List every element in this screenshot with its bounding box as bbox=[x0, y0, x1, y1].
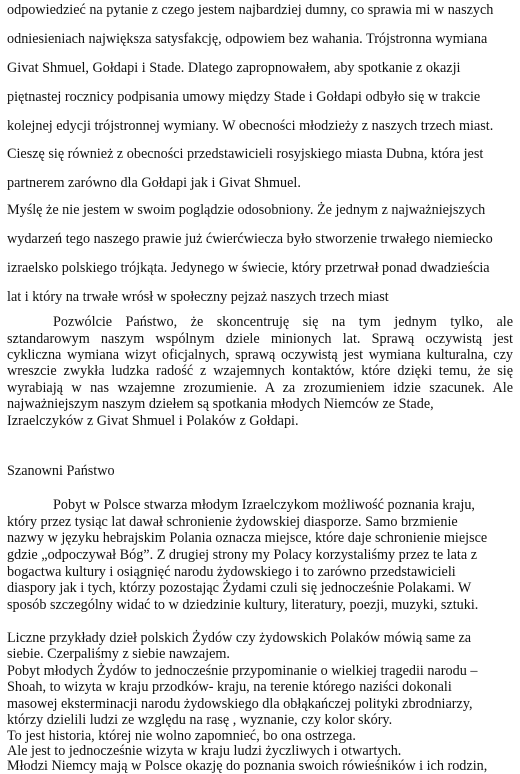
text-line: kolejnej edycji trójstronnej wymiany. W obecności młodzieży z naszych trzech miast. bbox=[7, 118, 494, 134]
text-line: który przez tysiąc lat dawał schronienie żydowskiej diasporze. Samo brzmienie bbox=[7, 514, 458, 530]
text-line: Izraelczyków z Givat Shmuel i Polaków z Gołdapi. bbox=[7, 413, 299, 429]
text-line: Młodzi Niemcy mają w Polsce okazję do poznania swoich rówieśników i ich rodzin, bbox=[7, 758, 488, 774]
text-line: sztandarowym naszym wspólnym dziele minionych lat. Sprawą oczywistą jest bbox=[7, 331, 513, 347]
text-line: sposób szczególny widać to w dziedzinie kultury, literatury, poezji, muzyki, sztuki. bbox=[7, 597, 479, 613]
text-line: Givat Shmuel, Gołdapi i Stade. Dlatego zapropnowałem, aby spotkanie z okazji bbox=[7, 60, 461, 76]
text-line: nazwy w języku hebrajskim Polania oznacza miejsce, które daje schronienie miejsce bbox=[7, 530, 488, 546]
text-line: Pobyt młodych Żydów to jednocześnie przypominanie o wielkiej tragedii narodu – bbox=[7, 663, 478, 679]
text-line: Cieszę się również z obecności przedstawicieli rosyjskiego miasta Dubna, która jest bbox=[7, 146, 484, 162]
salutation: Szanowni Państwo bbox=[7, 463, 115, 479]
text-line: partnerem zarówno dla Gołdapi jak i Givat Shmuel. bbox=[7, 175, 301, 191]
text-line: wydarzeń tego naszego prawie już ćwierćwiecza było stworzenie trwałego niemiecko bbox=[7, 231, 493, 247]
text-line: najważniejszym naszym dziełem są spotkania młodych Niemców ze Stade, bbox=[7, 396, 434, 412]
text-line: lat i który na trwałe wrósł w społeczny pejzaż naszych trzech miast bbox=[7, 289, 389, 305]
text-line: wyrabiają w nas wzajemne zrozumienie. A za zrozumieniem idzie szacunek. Ale bbox=[7, 380, 513, 396]
text-line: Ale jest to jednocześnie wizyta w kraju ludzi życzliwych i otwartych. bbox=[7, 743, 402, 759]
text-line: Myślę że nie jestem w swoim poglądzie odosobniony. Że jednym z najważniejszych bbox=[7, 202, 486, 218]
text-line: Pozwólcie Państwo, że skoncentruję się na tym jednym tylko, ale bbox=[53, 314, 513, 330]
text-line: gdzie „odpoczywał Bóg”. Z drugiej strony my Polacy korzystaliśmy przez te lata z bbox=[7, 547, 478, 563]
text-line: Shoah, to wizyta w kraju przodków- kraju, na terenie którego naziści dokonali bbox=[7, 679, 452, 695]
text-line: izraelsko polskiego trójkąta. Jedynego w świecie, który przetrwał ponad dwadzieścia bbox=[7, 260, 490, 276]
text-line: masowej eksterminacji narodu żydowskiego dla obłąkańczej polityki zbrodniarzy, bbox=[7, 696, 473, 712]
text-line: bogactwa kultury i osiągnięć narodu żydowskiego i to zarówno przedstawicieli bbox=[7, 564, 456, 580]
text-line: siebie. Czerpaliśmy z siebie nawzajem. bbox=[7, 646, 230, 662]
text-line: Pobyt w Polsce stwarza młodym Izraelczykom możliwość poznania kraju, bbox=[53, 497, 475, 513]
text-line: Liczne przykłady dzieł polskich Żydów czy żydowskich Polaków mówią same za bbox=[7, 630, 472, 646]
text-line: To jest historia, której nie wolno zapomnieć, bo ona ostrzega. bbox=[7, 728, 356, 744]
text-line: odniesieniach największa satysfakcję, odpowiem bez wahania. Trójstronna wymiana bbox=[7, 31, 488, 47]
text-line: diaspory jak i tych, którzy pozostając Żydami czuli się jednocześnie Polakami. W bbox=[7, 580, 472, 596]
text-line: wreszcie zwykła ludzka radość z wzajemnych kontaktów, które dzięki temu, że się bbox=[7, 363, 513, 379]
text-line: którzy dzielili ludzi ze względu na rasę , wyznanie, czy kolor skóry. bbox=[7, 712, 393, 728]
text-line: odpowiedzieć na pytanie z czego jestem najbardziej dumny, co sprawia mi w naszych bbox=[7, 2, 494, 18]
text-line: piętnastej rocznicy podpisania umowy między Stade i Gołdapi odbyło się w trakcie bbox=[7, 89, 481, 105]
text-line: cykliczna wymiana wizyt oficjalnych, sprawą oczywistą jest wymiana kulturalna, czy bbox=[7, 347, 513, 363]
